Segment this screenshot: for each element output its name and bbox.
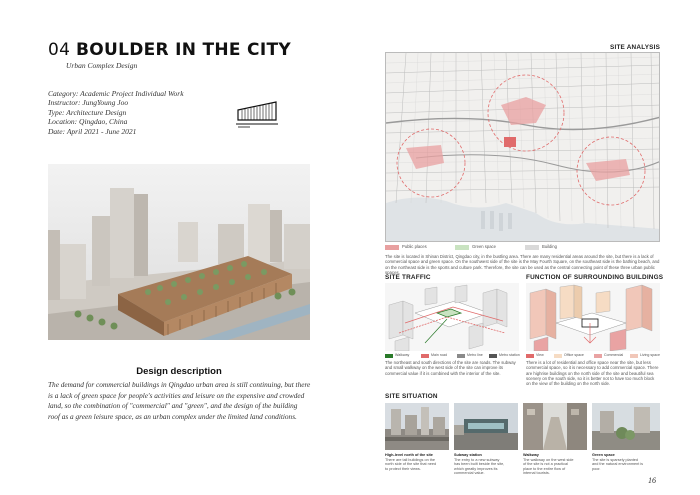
site-traffic-heading: SITE TRAFFIC — [385, 274, 431, 281]
model-photo — [48, 164, 310, 340]
legend-public-swatch — [385, 245, 399, 250]
site-analysis-heading: SITE ANALYSIS — [610, 44, 661, 51]
legend-building-swatch — [525, 245, 539, 250]
caption-green-title: Green space — [592, 453, 615, 457]
project-number: 04 — [48, 40, 71, 60]
situation-photo-green — [592, 403, 660, 450]
meta-date: Date: April 2021 - June 2021 — [48, 126, 137, 136]
situation-caption-subway — [454, 453, 506, 476]
legend-metro-station-label: Metro station — [499, 353, 520, 357]
meta-instructor: Instructor: JungYoung Joo — [48, 98, 129, 108]
caption-green-text: The site is sparsely planted and the natural environment is poor. — [592, 457, 644, 471]
caption-north-title: High-level north of the site — [385, 453, 433, 457]
page-number: 16 — [648, 476, 656, 485]
site-situation-heading: SITE SITUATION — [385, 393, 438, 400]
site-analysis-legend — [385, 244, 660, 252]
description-body: The demand for commercial buildings in Qingdao urban area is still continuing, but there is a lack of green space for people's activities and leisure on the expensive and crowded land, so the combination of "commercial" and "green", and the design of the building roof as a green leisure space, as an urban complex under the limited land conditions. — [48, 380, 311, 421]
legend-view-label: View — [536, 353, 544, 357]
legend-office-swatch — [554, 354, 562, 358]
caption-subway-title: Subway station — [454, 453, 482, 457]
caption-walkway-text: The walkway on the west side of the site is not a practical place to the entire flow of internal tourists. — [523, 457, 574, 475]
traffic-legend — [385, 353, 519, 359]
surrounding-buildings-diagram — [526, 283, 660, 351]
legend-metro-line-label: Metro line — [467, 353, 483, 357]
situation-photo-walkway — [523, 403, 587, 450]
legend-living-swatch — [630, 354, 638, 358]
project-title — [48, 40, 291, 60]
caption-walkway-title: Walkway — [523, 453, 539, 457]
site-analysis-map — [385, 52, 660, 242]
legend-main-road-swatch — [421, 354, 429, 358]
project-subtitle: Urban Complex Design — [66, 61, 138, 70]
legend-metro-station-swatch — [489, 354, 497, 358]
site-traffic-text: The northeast and south directions of the site are roads. The subway and small walkway on the west side of the site can improve its commercial value if it is combined with the interior of the site. — [385, 360, 516, 376]
legend-main-road-label: Main road — [431, 353, 447, 357]
surrounding-text: There is a lot of residential and office space near the site, but less commercial space, so it is necessary to add commercial space. There are highrise buildings on the north side of the site and beautiful sea scenery on the south side, so it is better not to have too much block on the view of the building on the north side. — [526, 360, 659, 387]
caption-north-text: There are tall buildings on the north side of the site that need to protect their views. — [385, 457, 437, 471]
situation-caption-walkway — [523, 453, 575, 476]
legend-public-label: Public places — [402, 244, 427, 249]
project-meta — [48, 89, 184, 136]
description-title: Design description — [136, 366, 222, 377]
legend-green-label: Green space — [472, 244, 496, 249]
legend-walkway-label: Walkway — [395, 353, 410, 357]
surrounding-legend — [526, 353, 660, 359]
meta-type: Type: Architecture Design — [48, 107, 127, 117]
legend-view-swatch — [526, 354, 534, 358]
meta-location: Location: Qingdao, China — [48, 117, 128, 127]
situation-caption-green — [592, 453, 644, 471]
legend-green-swatch — [455, 245, 469, 250]
legend-building-label: Building — [542, 244, 557, 249]
surrounding-heading: FUNCTION OF SURROUNDING BUILDINGS — [526, 274, 664, 281]
site-analysis-text: The site is located in Shinan District, Qingdao city, in the bustling area. There are many residential areas around the site, but there is a lack of commercial space and green space. On the southwest side of the site is the May Fourth Square, on the southeast side is the bathing beach, and on the northeast side is the sports and culture park. Therefore, the site can be used as the central connecting point of these three urban public spaces. — [385, 254, 660, 275]
meta-category: Category: Academic Project Individual Work — [48, 89, 184, 98]
site-traffic-diagram — [385, 283, 519, 351]
building-section-logo — [236, 100, 278, 128]
street-map — [386, 53, 660, 242]
caption-subway-text: The entry to a new subway has been built beside the site, which greatly improves its commercial value. — [454, 457, 505, 475]
legend-walkway-swatch — [385, 354, 393, 358]
legend-office-label: Office space — [564, 353, 584, 357]
legend-commercial-swatch — [594, 354, 602, 358]
project-name: BOULDER IN THE CITY — [75, 40, 291, 60]
legend-metro-line-swatch — [457, 354, 465, 358]
situation-photo-subway — [454, 403, 518, 450]
legend-living-label: Living space — [640, 353, 660, 357]
situation-photo-north — [385, 403, 449, 450]
legend-commercial-label: Commercial — [604, 353, 624, 357]
situation-caption-north — [385, 453, 437, 471]
